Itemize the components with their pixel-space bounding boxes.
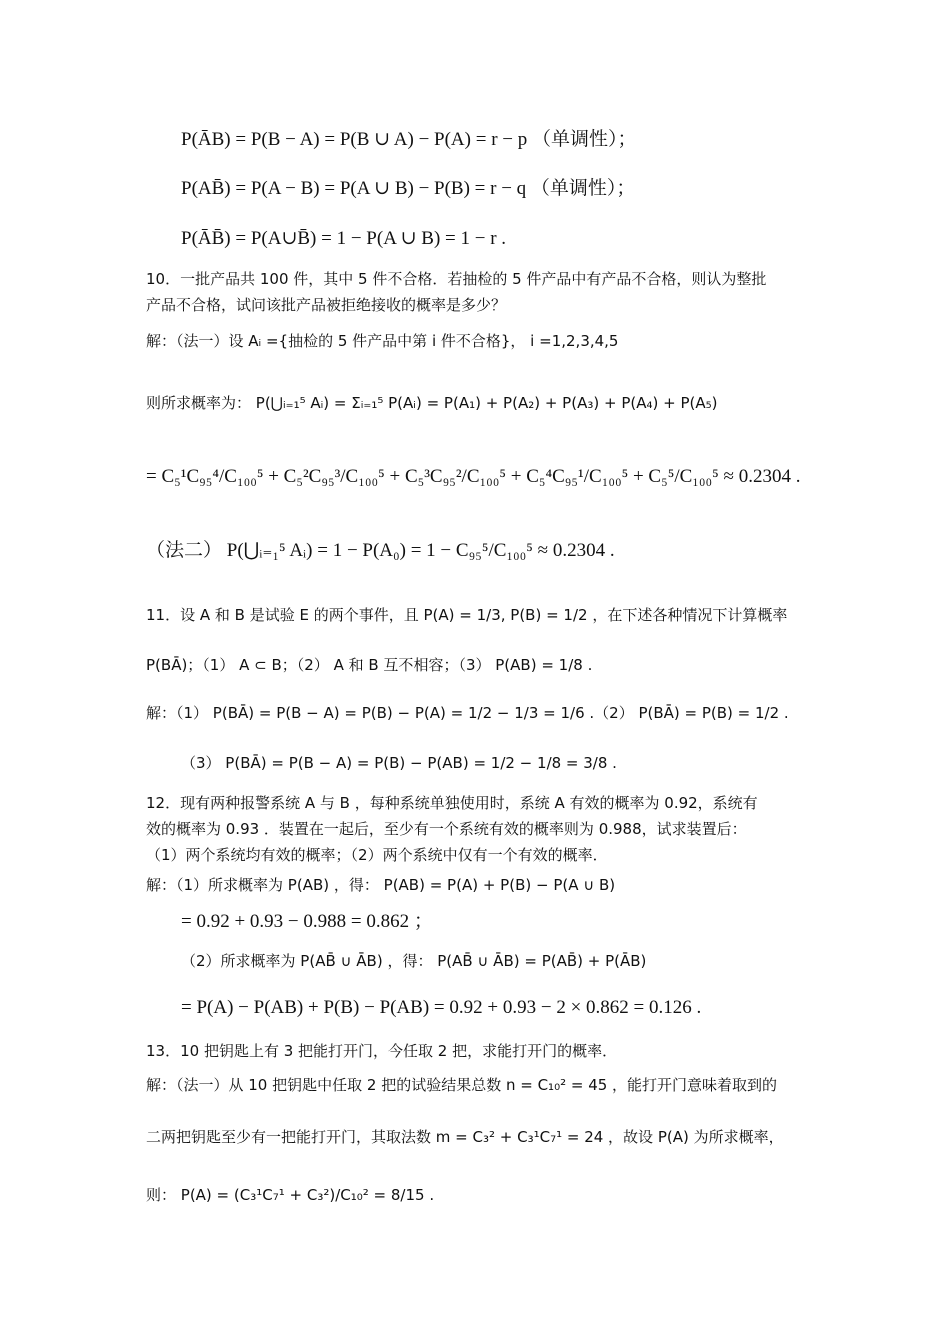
text-line: 解：（法一）从 10 把钥匙中任取 2 把的试验结果总数 n = C₁₀² = 45 ，能打开门意味着取到的 bbox=[146, 1076, 778, 1094]
text-line: P(ĀB̄) = P(A∪B̄̄) = 1 − P(A ∪ B) = 1 − r . bbox=[181, 228, 507, 249]
text-line: 11．设 A 和 B 是试验 E 的两个事件，且 P(A) = 1/3, P(B) = 1/2 ，在下述各种情况下计算概率 bbox=[146, 606, 788, 624]
text-line: 二两把钥匙至少有一把能打开门，其取法数 m = C₃² + C₃¹C₇¹ = 24 ，故设 P(A) 为所求概率， bbox=[146, 1128, 784, 1146]
text-line: 效的概率为 0.93 ．装置在一起后，至少有一个系统有效的概率则为 0.988，试求装置后： bbox=[146, 820, 747, 838]
text-line: 则： P(A) = (C₃¹C₇¹ + C₃²)/C₁₀² = 8/15 . bbox=[146, 1186, 435, 1204]
text-line: = 0.92 + 0.93 − 0.988 = 0.862 ； bbox=[181, 911, 433, 932]
text-line: P(AB̄) = P(A − B) = P(A ∪ B) − P(B) = r − q （单调性）； bbox=[181, 178, 636, 199]
text-line: 10．一批产品共 100 件，其中 5 件不合格．若抽检的 5 件产品中有产品不合格，则认为整批 bbox=[146, 270, 767, 288]
text-line: P(BĀ)；（1） A ⊂ B；（2） A 和 B 互不相容；（3） P(AB) = 1/8 . bbox=[146, 656, 593, 674]
text-line: 解：（1）所求概率为 P(AB) ，得： P(AB) = P(A) + P(B) − P(A ∪ B) bbox=[146, 876, 616, 894]
text-line: 则所求概率为： P(⋃ᵢ₌₁⁵ Aᵢ) = Σᵢ₌₁⁵ P(Aᵢ) = P(A₁) + P(A₂) + P(A₃) + P(A₄) + P(A₅) bbox=[146, 394, 718, 412]
text-line: 产品不合格，试问该批产品被拒绝接收的概率是多少？ bbox=[146, 296, 507, 314]
text-line: 解：（1） P(BĀ) = P(B − A) = P(B) − P(A) = 1/2 − 1/3 = 1/6 .（2） P(BĀ) = P(B) = 1/2 . bbox=[146, 704, 789, 722]
text-line: 12．现有两种报警系统 A 与 B ，每种系统单独使用时，系统 A 有效的概率为 0.92，系统有 bbox=[146, 794, 758, 812]
text-line: （法二） P(⋃ᵢ₌₁⁵ Aᵢ) = 1 − P(A₀) = 1 − C₉₅⁵/C₁₀₀⁵ ≈ 0.2304 . bbox=[146, 540, 615, 561]
text-line: 13．10 把钥匙上有 3 把能打开门，今任取 2 把，求能打开门的概率． bbox=[146, 1042, 618, 1060]
text-line: P(ĀB) = P(B − A) = P(B ∪ A) − P(A) = r − p （单调性）； bbox=[181, 129, 637, 150]
text-line: = C₅¹C₉₅⁴/C₁₀₀⁵ + C₅²C₉₅³/C₁₀₀⁵ + C₅³C₉₅²/C₁₀₀⁵ + C₅⁴C₉₅¹/C₁₀₀⁵ + C₅⁵/C₁₀₀⁵ ≈ 0.2304 . bbox=[146, 466, 801, 487]
text-line: （3） P(BĀ) = P(B − A) = P(B) − P(AB) = 1/2 − 1/8 = 3/8 . bbox=[181, 754, 617, 772]
text-line: （2）所求概率为 P(AB̄ ∪ ĀB) ，得： P(AB̄ ∪ ĀB) = P(AB̄) + P(ĀB) bbox=[181, 952, 647, 970]
text-line: = P(A) − P(AB) + P(B) − P(AB) = 0.92 + 0.93 − 2 × 0.862 = 0.126 . bbox=[181, 997, 702, 1018]
text-line: （1）两个系统均有效的概率；（2）两个系统中仅有一个有效的概率． bbox=[146, 846, 608, 864]
text-line: 解：（法一）设 Aᵢ ={抽检的 5 件产品中第 i 件不合格}， i =1,2,3,4,5 bbox=[146, 332, 619, 350]
